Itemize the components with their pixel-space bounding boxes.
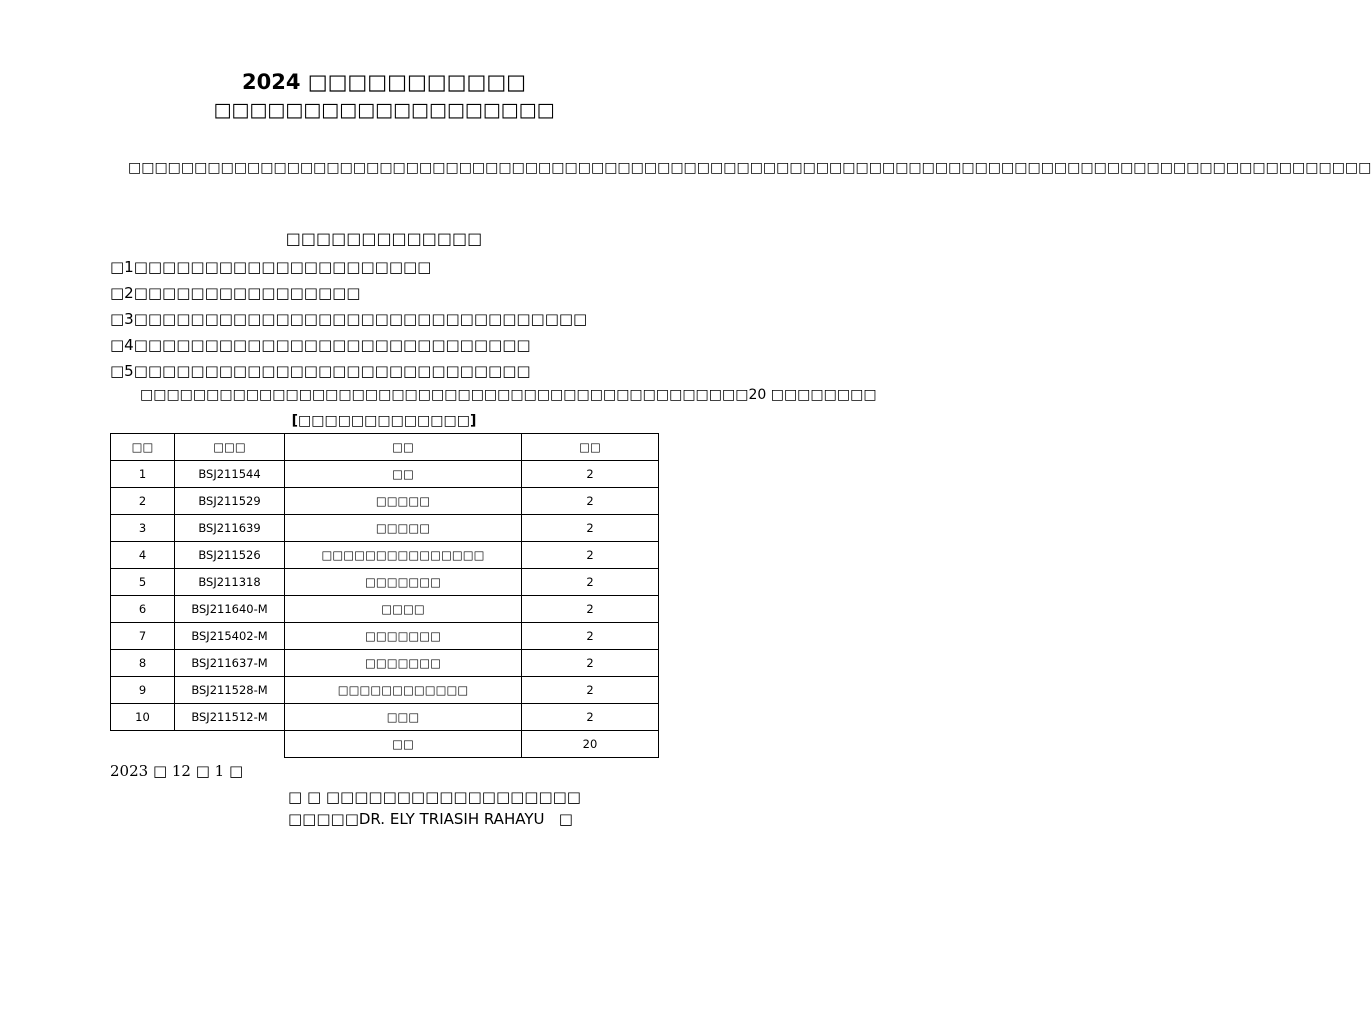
cell-name: □□□□□: [285, 488, 522, 515]
table-total-row: [111, 731, 659, 758]
cell-name: □□□□□□□: [285, 650, 522, 677]
criteria-item: □4□□□□□□□□□□□□□□□□□□□□□□□□□□□□: [110, 336, 531, 354]
title-line-2: □□□□□□□□□□□□□□□□□□□: [213, 99, 555, 121]
document-date: 2023 □ 12 □ 1 □: [110, 762, 244, 780]
cell-credit: 2: [522, 515, 659, 542]
table-row: [111, 650, 659, 677]
cell-code: BSJ211637-M: [175, 650, 285, 677]
cell-code: BSJ211640-M: [175, 596, 285, 623]
title-line-1: 2024 □□□□□□□□□□□: [241, 70, 526, 94]
table-header-row: [111, 434, 659, 461]
cell-no: 5: [111, 569, 175, 596]
header-credit: □□: [522, 434, 659, 461]
cell-code: BSJ211529: [175, 488, 285, 515]
document-title: [0, 68, 768, 124]
table-row: [111, 623, 659, 650]
cell-no: 4: [111, 542, 175, 569]
cell-name: □□□□: [285, 596, 522, 623]
table-row: [111, 596, 659, 623]
header-no: □□: [111, 434, 175, 461]
cell-name: □□□□□□□□□□□□: [285, 677, 522, 704]
criteria-item: □3□□□□□□□□□□□□□□□□□□□□□□□□□□□□□□□□: [110, 310, 588, 328]
table-row: [111, 677, 659, 704]
signature-block: [288, 786, 581, 830]
cell-credit: 2: [522, 461, 659, 488]
cell-credit: 2: [522, 488, 659, 515]
cell-name: □□□□□□□: [285, 569, 522, 596]
criteria-item: □1□□□□□□□□□□□□□□□□□□□□□: [110, 258, 432, 276]
cell-code: BSJ211639: [175, 515, 285, 542]
cell-name: □□□□□: [285, 515, 522, 542]
table-body: [111, 461, 659, 731]
cell-credit: 2: [522, 650, 659, 677]
cell-name: □□□: [285, 704, 522, 731]
cell-no: 9: [111, 677, 175, 704]
cell-name: □□□□□□□□□□□□□□□: [285, 542, 522, 569]
summary-paragraph: □□□□□□□□□□□□□□□□□□□□□□□□□□□□□□□□□□□□□□□□□□□□□□20 □□□□□□□□: [140, 387, 877, 403]
cell-code: BSJ211544: [175, 461, 285, 488]
cell-no: 1: [111, 461, 175, 488]
table-caption: [□□□□□□□□□□□□□]: [291, 413, 477, 429]
cell-code: BSJ211318: [175, 569, 285, 596]
cell-name: □□: [285, 461, 522, 488]
cell-name: □□□□□□□: [285, 623, 522, 650]
criteria-list: [110, 254, 670, 384]
cell-credit: 2: [522, 569, 659, 596]
criteria-item: □5□□□□□□□□□□□□□□□□□□□□□□□□□□□□: [110, 362, 531, 380]
total-value: 20: [522, 731, 659, 758]
table-row: [111, 569, 659, 596]
cell-code: BSJ211528-M: [175, 677, 285, 704]
cell-credit: 2: [522, 596, 659, 623]
cell-no: 3: [111, 515, 175, 542]
table-row: [111, 542, 659, 569]
cell-no: 10: [111, 704, 175, 731]
criteria-item: □2□□□□□□□□□□□□□□□□: [110, 284, 361, 302]
cell-code: BSJ211526: [175, 542, 285, 569]
cell-credit: 2: [522, 704, 659, 731]
signature-line-1: □ □ □□□□□□□□□□□□□□□□□□: [288, 788, 581, 806]
cell-no: 7: [111, 623, 175, 650]
table-row: [111, 704, 659, 731]
cell-credit: 2: [522, 542, 659, 569]
header-code: □□□: [175, 434, 285, 461]
intro-paragraph: □□□□□□□□□□□□□□□□□□□□□□□□□□□□□□□□□□□□□□□□□□□□□□□□□□□□□□□□□□□□□□□□□□□□□□□□□□□□□□□□□□□□□□□□□□□□□□: [128, 160, 1371, 176]
table-row: [111, 488, 659, 515]
criteria-heading: □□□□□□□□□□□□□: [285, 229, 483, 248]
signature-line-2: □□□□□DR. ELY TRIASIH RAHAYU □: [288, 810, 573, 828]
table-row: [111, 461, 659, 488]
cell-no: 2: [111, 488, 175, 515]
cell-code: BSJ215402-M: [175, 623, 285, 650]
table-row: [111, 515, 659, 542]
course-table: [110, 433, 659, 758]
header-name: □□: [285, 434, 522, 461]
total-label: □□: [285, 731, 522, 758]
cell-credit: 2: [522, 677, 659, 704]
cell-code: BSJ211512-M: [175, 704, 285, 731]
cell-credit: 2: [522, 623, 659, 650]
total-spacer: [111, 731, 285, 758]
cell-no: 8: [111, 650, 175, 677]
cell-no: 6: [111, 596, 175, 623]
